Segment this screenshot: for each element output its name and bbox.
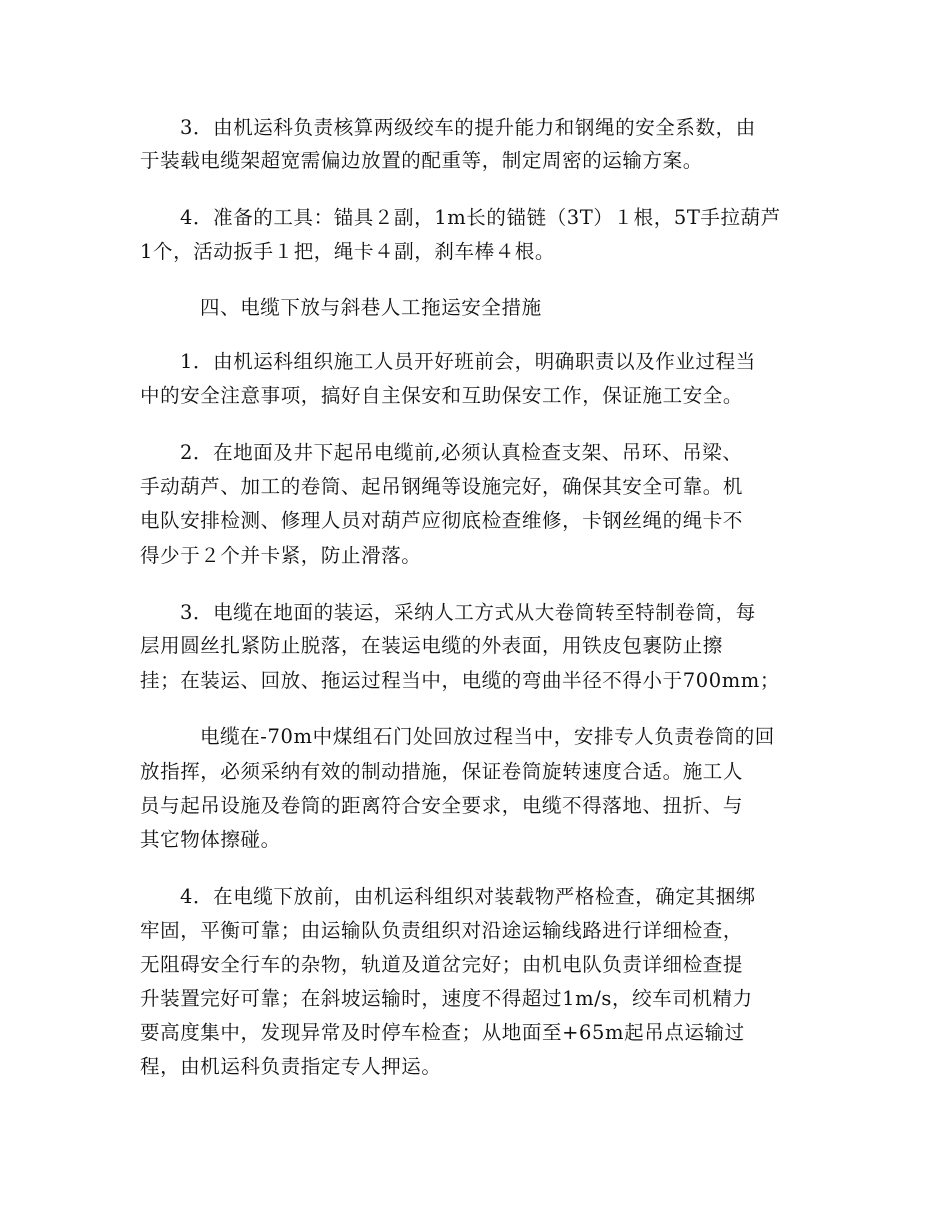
text-line: 挂；在装运、回放、拖运过程当中，电缆的弯曲半径不得小于700mm； (140, 669, 781, 692)
text-line: 放指挥，必须采纳有效的制动措施，保证卷筒旋转速度合适。施工人 (140, 760, 744, 783)
text-line: 电缆在-70m中煤组石门处回放过程当中，安排专人负责卷筒的回 (200, 725, 775, 748)
text-line: 层用圆丝扎紧防止脱落，在装运电缆的外表面，用铁皮包裹防止擦 (140, 634, 723, 657)
section-heading: 四、电缆下放与斜巷人工拖运安全措施 (200, 296, 542, 319)
text-line: 1个，活动扳手１把，绳卡４副，刹车棒４根。 (140, 240, 556, 263)
text-line: 升装置完好可靠；在斜坡运输时，速度不得超过1m/s，绞车司机精力 (140, 987, 753, 1010)
text-line: 程，由机运科负责指定专人押运。 (140, 1055, 442, 1078)
text-line: 中的安全注意事项，搞好自主保安和互助保安工作，保证施工安全。 (140, 384, 744, 407)
text-line: 4．在电缆下放前，由机运科组织对装载物严格检查，确定其捆绑 (180, 885, 756, 908)
text-line: 电队安排检测、修理人员对葫芦应彻底检查维修，卡钢丝绳的绳卡不 (140, 509, 744, 532)
text-line: 得少于２个并卡紧，防止滑落。 (140, 544, 422, 567)
text-line: 无阻碍安全行车的杂物，轨道及道岔完好；由机电队负责详细检查提 (140, 953, 744, 976)
text-line: 3．由机运科负责核算两级绞车的提升能力和钢绳的安全系数，由 (180, 116, 756, 139)
text-line: 牢固，平衡可靠；由运输队负责组织对沿途运输线路进行详细检查， (140, 919, 744, 942)
text-line: 手动葫芦、加工的卷筒、起吊钢绳等设施完好，确保其安全可靠。机 (140, 475, 744, 498)
text-line: 于装载电缆架超宽需偏边放置的配重等，制定周密的运输方案。 (140, 149, 703, 172)
text-line: 要高度集中，发现异常及时停车检查；从地面至+65m起吊点运输过 (140, 1021, 745, 1044)
text-line: 1．由机运科组织施工人员开好班前会，明确职责以及作业过程当 (180, 350, 756, 373)
text-line: 员与起吊设施及卷筒的距离符合安全要求，电缆不得落地、扭折、与 (140, 794, 744, 817)
text-line: 其它物体擦碰。 (140, 828, 281, 851)
text-line: 4．准备的工具：锚具２副，1m长的锚链（3T）１根，5T手拉葫芦 (180, 206, 781, 229)
text-line: 3．电缆在地面的装运，采纳人工方式从大卷筒转至特制卷筒，每 (180, 601, 756, 624)
text-line: 2．在地面及井下起吊电缆前,必须认真检查支架、吊环、吊梁、 (180, 441, 743, 464)
